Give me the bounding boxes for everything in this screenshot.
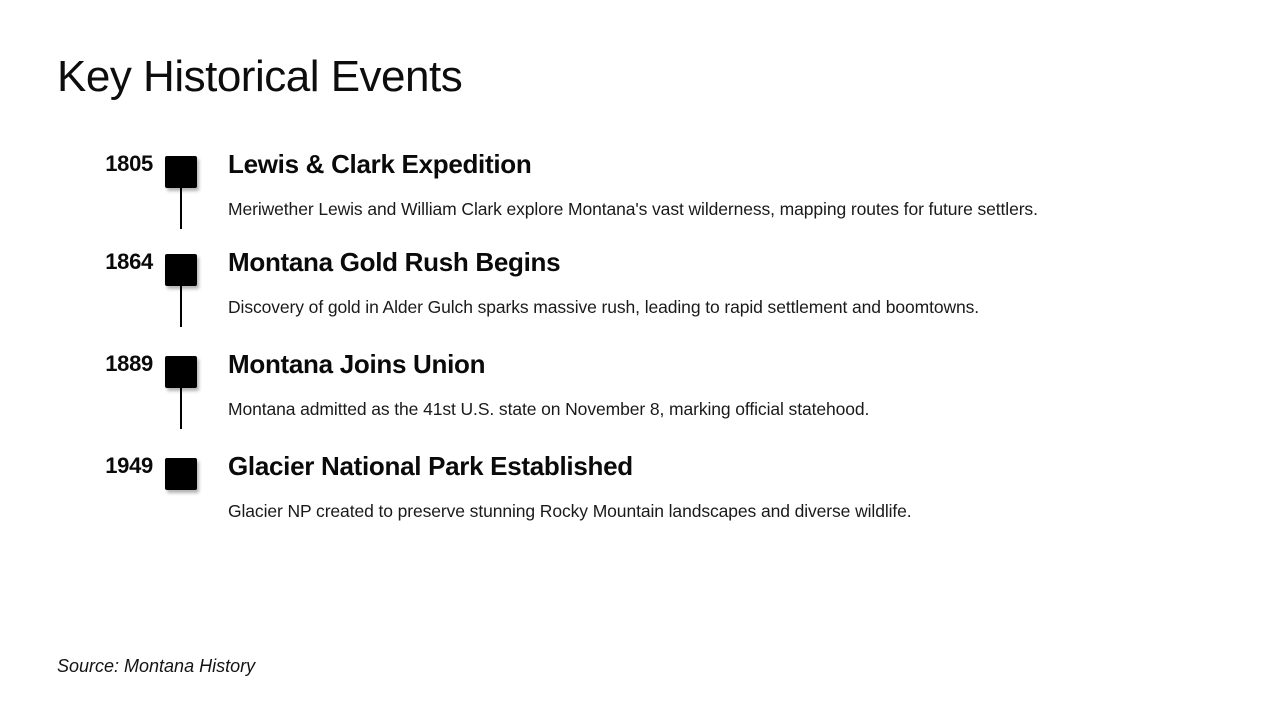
event-description: Discovery of gold in Alder Gulch sparks massive rush, leading to rapid settlement and boomtowns.: [228, 297, 980, 317]
event-content: [197, 450, 1147, 523]
timeline-connector: [165, 348, 197, 421]
timeline: [90, 148, 1165, 523]
event-year: 1805: [105, 151, 153, 176]
event-description: Glacier NP created to preserve stunning Rocky Mountain landscapes and diverse wildlife.: [228, 501, 912, 521]
timeline-event: [90, 450, 1165, 523]
event-description: Meriwether Lewis and William Clark explore Montana's vast wilderness, mapping routes for future settlers.: [228, 199, 1038, 219]
page-title: Key Historical Events: [57, 52, 463, 101]
timeline-connector: [165, 450, 197, 523]
event-description: Montana admitted as the 41st U.S. state on November 8, marking official statehood.: [228, 399, 870, 419]
timeline-marker-icon: [165, 156, 197, 188]
event-year: 1949: [105, 453, 153, 478]
timeline-event: [90, 348, 1165, 450]
event-year: 1889: [105, 351, 153, 376]
timeline-connector: [165, 148, 197, 221]
event-title: Lewis & Clark Expedition: [228, 149, 532, 179]
timeline-marker-icon: [165, 356, 197, 388]
timeline-event: [90, 246, 1165, 348]
timeline-event: [90, 148, 1165, 246]
event-content: [197, 348, 1147, 421]
timeline-marker-icon: [165, 254, 197, 286]
event-title: Montana Joins Union: [228, 349, 486, 379]
source-attribution: Source: Montana History: [57, 656, 256, 676]
event-title: Glacier National Park Established: [228, 451, 633, 481]
event-year: 1864: [105, 249, 153, 274]
timeline-connector: [165, 246, 197, 319]
event-content: [197, 246, 1147, 319]
timeline-marker-icon: [165, 458, 197, 490]
event-content: [197, 148, 1147, 221]
event-title: Montana Gold Rush Begins: [228, 247, 561, 277]
